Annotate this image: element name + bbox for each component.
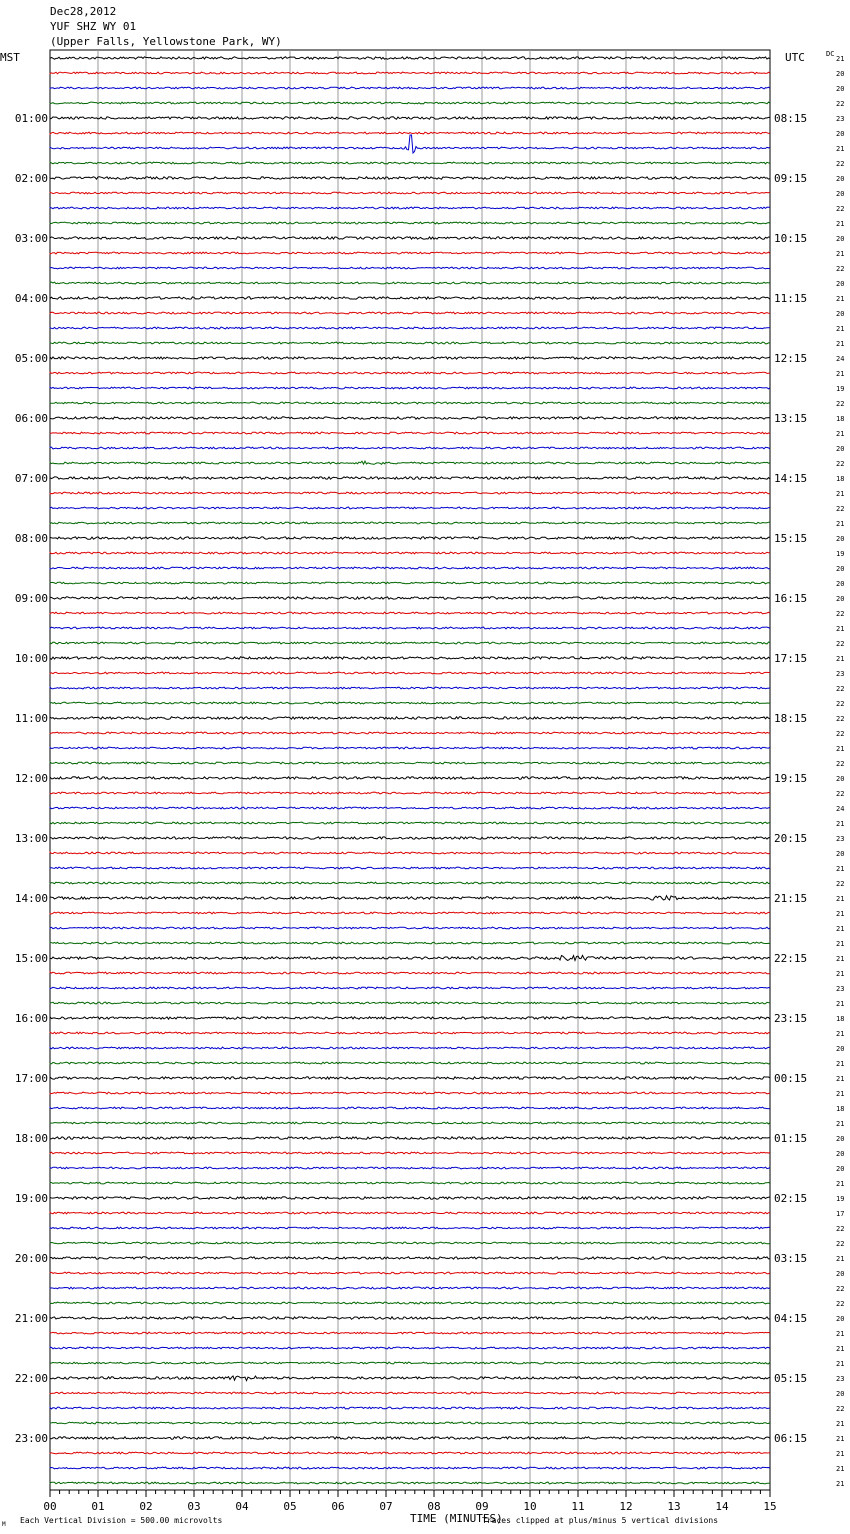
- trace-line: [50, 1152, 770, 1154]
- left-axis-label: MST: [0, 51, 20, 64]
- hour-label-utc: 04:15: [774, 1312, 808, 1325]
- trace-line: [50, 135, 770, 153]
- trace-line: [50, 702, 770, 704]
- dc-offset-value: 20: [836, 1165, 845, 1173]
- hour-label-utc: 12:15: [774, 352, 808, 365]
- trace-line: [50, 327, 770, 329]
- trace-line: [50, 972, 770, 974]
- hour-label-utc: 11:15: [774, 292, 808, 305]
- x-tick-label: 05: [283, 1500, 297, 1513]
- dc-offset-value: 22: [836, 1285, 845, 1293]
- hour-label-utc: 14:15: [774, 472, 808, 485]
- dc-offset-value: 21: [836, 910, 845, 918]
- trace-line: [50, 461, 770, 464]
- dc-offset-value: 21: [836, 250, 845, 258]
- hour-label-utc: 10:15: [774, 232, 808, 245]
- dc-offset-value: 18: [836, 415, 845, 423]
- trace-line: [50, 1227, 770, 1229]
- dc-offset-value: 21: [836, 655, 845, 663]
- hour-label-utc: 09:15: [774, 172, 808, 185]
- trace-line: [50, 1392, 770, 1394]
- hour-label-mst: 21:00: [14, 1312, 48, 1325]
- dc-offset-value: 22: [836, 1405, 845, 1413]
- dc-offset-value: 21: [836, 940, 845, 948]
- trace-line: [50, 102, 770, 104]
- dc-label: DC: [826, 50, 835, 58]
- clip-note: Traces clipped at plus/minus 5 vertical divisions: [482, 1516, 719, 1525]
- trace-line: [50, 1122, 770, 1124]
- hour-label-mst: 08:00: [14, 532, 48, 545]
- dc-offset-value: 21: [836, 1465, 845, 1473]
- dc-offset-value: 21: [836, 1420, 845, 1428]
- dc-offset-value: 22: [836, 400, 845, 408]
- dc-offset-value: 21: [836, 895, 845, 903]
- hour-label-mst: 22:00: [14, 1372, 48, 1385]
- trace-line: [50, 1332, 770, 1334]
- x-tick-label: 07: [379, 1500, 393, 1513]
- x-tick-label: 00: [43, 1500, 57, 1513]
- trace-line: [50, 867, 770, 869]
- hour-label-mst: 19:00: [14, 1192, 48, 1205]
- hour-label-mst: 18:00: [14, 1132, 48, 1145]
- dc-offset-value: 23: [836, 1375, 845, 1383]
- hour-label-utc: 20:15: [774, 832, 808, 845]
- dc-offset-value: 21: [836, 1345, 845, 1353]
- hour-label-utc: 17:15: [774, 652, 808, 665]
- dc-offset-value: 22: [836, 1300, 845, 1308]
- hour-label-utc: 23:15: [774, 1012, 808, 1025]
- dc-offset-value: 22: [836, 880, 845, 888]
- x-tick-label: 15: [763, 1500, 777, 1513]
- trace-line: [50, 837, 770, 839]
- header-date: Dec28,2012: [50, 5, 117, 18]
- hour-label-utc: 00:15: [774, 1072, 808, 1085]
- x-tick-label: 10: [523, 1500, 537, 1513]
- dc-offset-value: 21: [836, 220, 845, 228]
- dc-offset-value: 20: [836, 70, 845, 78]
- dc-offset-value: 18: [836, 475, 845, 483]
- dc-offset-value: 23: [836, 670, 845, 678]
- dc-offset-value: 18: [836, 1015, 845, 1023]
- trace-line: [50, 1197, 770, 1199]
- trace-line: [50, 72, 770, 74]
- trace-line: [50, 177, 770, 179]
- dc-offset-value: 22: [836, 760, 845, 768]
- trace-line: [50, 732, 770, 734]
- dc-offset-value: 22: [836, 505, 845, 513]
- trace-line: [50, 1017, 770, 1019]
- dc-offset-value: 21: [836, 1450, 845, 1458]
- dc-offset-value: 21: [836, 1060, 845, 1068]
- dc-offset-value: 19: [836, 385, 845, 393]
- dc-offset-value: 21: [836, 1000, 845, 1008]
- trace-line: [50, 1032, 770, 1034]
- trace-line: [50, 222, 770, 224]
- trace-line: [50, 282, 770, 284]
- dc-offset-value: 21: [836, 1090, 845, 1098]
- trace-line: [50, 1467, 770, 1469]
- dc-offset-value: 22: [836, 265, 845, 273]
- trace-line: [50, 1092, 770, 1094]
- dc-offset-value: 21: [836, 625, 845, 633]
- dc-offset-value: 21: [836, 1360, 845, 1368]
- trace-line: [50, 717, 770, 719]
- trace-line: [50, 777, 770, 779]
- dc-offset-value: 21: [836, 55, 845, 63]
- trace-line: [50, 162, 770, 164]
- dc-offset-value: 21: [836, 340, 845, 348]
- hour-label-utc: 15:15: [774, 532, 808, 545]
- dc-offset-value: 20: [836, 1270, 845, 1278]
- trace-line: [50, 1257, 770, 1259]
- hour-label-mst: 06:00: [14, 412, 48, 425]
- header-location: (Upper Falls, Yellowstone Park, WY): [50, 35, 282, 48]
- trace-line: [50, 1002, 770, 1004]
- dc-offset-value: 20: [836, 235, 845, 243]
- x-tick-label: 01: [91, 1500, 105, 1513]
- trace-line: [50, 687, 770, 689]
- dc-offset-value: 21: [836, 1075, 845, 1083]
- dc-offset-value: 20: [836, 310, 845, 318]
- x-tick-label: 12: [619, 1500, 633, 1513]
- dc-offset-value: 20: [836, 1045, 845, 1053]
- trace-line: [50, 597, 770, 599]
- x-tick-label: 08: [427, 1500, 441, 1513]
- hour-label-utc: 22:15: [774, 952, 808, 965]
- trace-line: [50, 267, 770, 269]
- trace-line: [50, 342, 770, 344]
- trace-line: [50, 1482, 770, 1484]
- trace-line: [50, 822, 770, 824]
- trace-line: [50, 955, 770, 960]
- trace-line: [50, 927, 770, 929]
- x-tick-label: 04: [235, 1500, 249, 1513]
- hour-label-utc: 08:15: [774, 112, 808, 125]
- hour-label-utc: 06:15: [774, 1432, 808, 1445]
- corner-mark: M: [2, 1521, 6, 1528]
- hour-label-mst: 23:00: [14, 1432, 48, 1445]
- dc-offset-value: 21: [836, 1180, 845, 1188]
- dc-offset-value: 21: [836, 1030, 845, 1038]
- hour-label-utc: 02:15: [774, 1192, 808, 1205]
- dc-offset-value: 22: [836, 1225, 845, 1233]
- dc-offset-value: 22: [836, 700, 845, 708]
- dc-offset-value: 22: [836, 730, 845, 738]
- dc-offset-value: 21: [836, 1120, 845, 1128]
- trace-line: [50, 987, 770, 989]
- trace-line: [50, 297, 770, 299]
- hour-label-mst: 10:00: [14, 652, 48, 665]
- trace-line: [50, 882, 770, 884]
- hour-label-mst: 12:00: [14, 772, 48, 785]
- trace-line: [50, 1376, 770, 1381]
- dc-offset-value: 22: [836, 1240, 845, 1248]
- hour-label-mst: 15:00: [14, 952, 48, 965]
- hour-label-utc: 03:15: [774, 1252, 808, 1265]
- dc-offset-value: 21: [836, 1330, 845, 1338]
- trace-line: [50, 207, 770, 209]
- hour-label-utc: 05:15: [774, 1372, 808, 1385]
- dc-offset-value: 22: [836, 640, 845, 648]
- header-station: YUF SHZ WY 01: [50, 20, 137, 33]
- hour-label-utc: 21:15: [774, 892, 808, 905]
- hour-label-utc: 13:15: [774, 412, 808, 425]
- trace-line: [50, 447, 770, 449]
- x-tick-label: 02: [139, 1500, 153, 1513]
- trace-line: [50, 612, 770, 614]
- x-tick-label: 11: [571, 1500, 585, 1513]
- hour-label-mst: 14:00: [14, 892, 48, 905]
- trace-line: [50, 357, 770, 359]
- dc-offset-value: 21: [836, 1255, 845, 1263]
- hour-label-mst: 20:00: [14, 1252, 48, 1265]
- trace-line: [50, 642, 770, 644]
- trace-line: [50, 852, 770, 854]
- right-axis-label: UTC: [785, 51, 805, 64]
- hour-label-mst: 01:00: [14, 112, 48, 125]
- dc-offset-value: 22: [836, 610, 845, 618]
- dc-offset-value: 21: [836, 325, 845, 333]
- dc-offset-value: 22: [836, 100, 845, 108]
- trace-line: [50, 1062, 770, 1064]
- hour-label-mst: 17:00: [14, 1072, 48, 1085]
- trace-line: [50, 402, 770, 404]
- trace-line: [50, 792, 770, 794]
- trace-line: [50, 1272, 770, 1274]
- hour-label-utc: 01:15: [774, 1132, 808, 1145]
- trace-line: [50, 492, 770, 494]
- trace-line: [50, 1347, 770, 1349]
- hour-label-mst: 13:00: [14, 832, 48, 845]
- dc-offset-value: 21: [836, 370, 845, 378]
- trace-line: [50, 1212, 770, 1214]
- dc-offset-value: 21: [836, 1480, 845, 1488]
- dc-offset-value: 21: [836, 430, 845, 438]
- dc-offset-value: 20: [836, 85, 845, 93]
- dc-offset-value: 23: [836, 835, 845, 843]
- trace-line: [50, 762, 770, 764]
- dc-offset-value: 20: [836, 1135, 845, 1143]
- dc-offset-value: 23: [836, 985, 845, 993]
- trace-line: [50, 1047, 770, 1049]
- trace-line: [50, 1452, 770, 1454]
- dc-offset-value: 20: [836, 130, 845, 138]
- trace-line: [50, 1107, 770, 1109]
- trace-line: [50, 807, 770, 809]
- trace-line: [50, 477, 770, 479]
- trace-line: [50, 417, 770, 419]
- trace-line: [50, 432, 770, 434]
- x-tick-label: 06: [331, 1500, 345, 1513]
- dc-offset-value: 20: [836, 175, 845, 183]
- dc-offset-value: 20: [836, 535, 845, 543]
- dc-offset-value: 21: [836, 955, 845, 963]
- dc-offset-value: 20: [836, 280, 845, 288]
- trace-line: [50, 252, 770, 254]
- dc-offset-value: 20: [836, 850, 845, 858]
- dc-offset-value: 19: [836, 550, 845, 558]
- trace-line: [50, 942, 770, 944]
- trace-line: [50, 117, 770, 119]
- hour-label-mst: 09:00: [14, 592, 48, 605]
- dc-offset-value: 22: [836, 205, 845, 213]
- trace-line: [50, 237, 770, 239]
- vertical-division-note: Each Vertical Division = 500.00 microvolts: [20, 1516, 223, 1525]
- hour-label-utc: 19:15: [774, 772, 808, 785]
- dc-offset-value: 22: [836, 460, 845, 468]
- dc-offset-value: 22: [836, 790, 845, 798]
- x-tick-label: 14: [715, 1500, 729, 1513]
- trace-line: [50, 522, 770, 524]
- dc-offset-value: 20: [836, 1390, 845, 1398]
- dc-offset-value: 23: [836, 115, 845, 123]
- trace-line: [50, 1137, 770, 1139]
- trace-line: [50, 1422, 770, 1424]
- dc-offset-value: 20: [836, 595, 845, 603]
- trace-line: [50, 372, 770, 374]
- trace-line: [50, 1167, 770, 1169]
- dc-offset-value: 20: [836, 565, 845, 573]
- dc-offset-value: 22: [836, 160, 845, 168]
- dc-offset-value: 21: [836, 145, 845, 153]
- trace-line: [50, 1287, 770, 1289]
- hour-label-utc: 18:15: [774, 712, 808, 725]
- trace-line: [50, 672, 770, 674]
- x-tick-label: 03: [187, 1500, 201, 1513]
- dc-offset-value: 20: [836, 580, 845, 588]
- trace-line: [50, 567, 770, 569]
- trace-line: [50, 552, 770, 554]
- dc-offset-value: 20: [836, 1150, 845, 1158]
- x-tick-label: 13: [667, 1500, 681, 1513]
- x-tick-label: 09: [475, 1500, 489, 1513]
- trace-line: [50, 1242, 770, 1244]
- trace-line: [50, 507, 770, 509]
- dc-offset-value: 21: [836, 865, 845, 873]
- dc-offset-value: 20: [836, 445, 845, 453]
- trace-line: [50, 912, 770, 914]
- dc-offset-value: 20: [836, 190, 845, 198]
- trace-line: [50, 1407, 770, 1409]
- trace-line: [50, 1302, 770, 1304]
- trace-line: [50, 657, 770, 659]
- dc-offset-value: 20: [836, 1315, 845, 1323]
- trace-line: [50, 132, 770, 134]
- dc-offset-value: 24: [836, 355, 845, 363]
- dc-offset-value: 19: [836, 1195, 845, 1203]
- dc-offset-value: 21: [836, 745, 845, 753]
- dc-offset-value: 20: [836, 775, 845, 783]
- dc-offset-value: 21: [836, 970, 845, 978]
- trace-line: [50, 537, 770, 539]
- dc-offset-value: 24: [836, 805, 845, 813]
- trace-line: [50, 627, 770, 629]
- dc-offset-value: 21: [836, 490, 845, 498]
- dc-offset-value: 21: [836, 1435, 845, 1443]
- plot-frame: [50, 50, 770, 1490]
- dc-offset-value: 21: [836, 820, 845, 828]
- dc-offset-value: 22: [836, 685, 845, 693]
- trace-line: [50, 192, 770, 194]
- trace-line: [50, 87, 770, 89]
- dc-offset-value: 21: [836, 925, 845, 933]
- trace-line: [50, 1362, 770, 1364]
- dc-offset-value: 21: [836, 520, 845, 528]
- dc-offset-value: 17: [836, 1210, 845, 1218]
- trace-line: [50, 312, 770, 314]
- hour-label-mst: 04:00: [14, 292, 48, 305]
- dc-offset-value: 22: [836, 715, 845, 723]
- x-axis-title: TIME (MINUTES): [410, 1512, 503, 1525]
- trace-line: [50, 1182, 770, 1184]
- hour-label-mst: 16:00: [14, 1012, 48, 1025]
- hour-label-mst: 03:00: [14, 232, 48, 245]
- hour-label-utc: 16:15: [774, 592, 808, 605]
- trace-line: [50, 1317, 770, 1319]
- trace-line: [50, 1437, 770, 1439]
- dc-offset-value: 21: [836, 295, 845, 303]
- trace-line: [50, 1077, 770, 1079]
- hour-label-mst: 11:00: [14, 712, 48, 725]
- hour-label-mst: 02:00: [14, 172, 48, 185]
- trace-line: [50, 387, 770, 389]
- dc-offset-value: 18: [836, 1105, 845, 1113]
- trace-line: [50, 896, 770, 900]
- trace-line: [50, 747, 770, 749]
- trace-line: [50, 582, 770, 584]
- trace-line: [50, 57, 770, 59]
- hour-label-mst: 07:00: [14, 472, 48, 485]
- hour-label-mst: 05:00: [14, 352, 48, 365]
